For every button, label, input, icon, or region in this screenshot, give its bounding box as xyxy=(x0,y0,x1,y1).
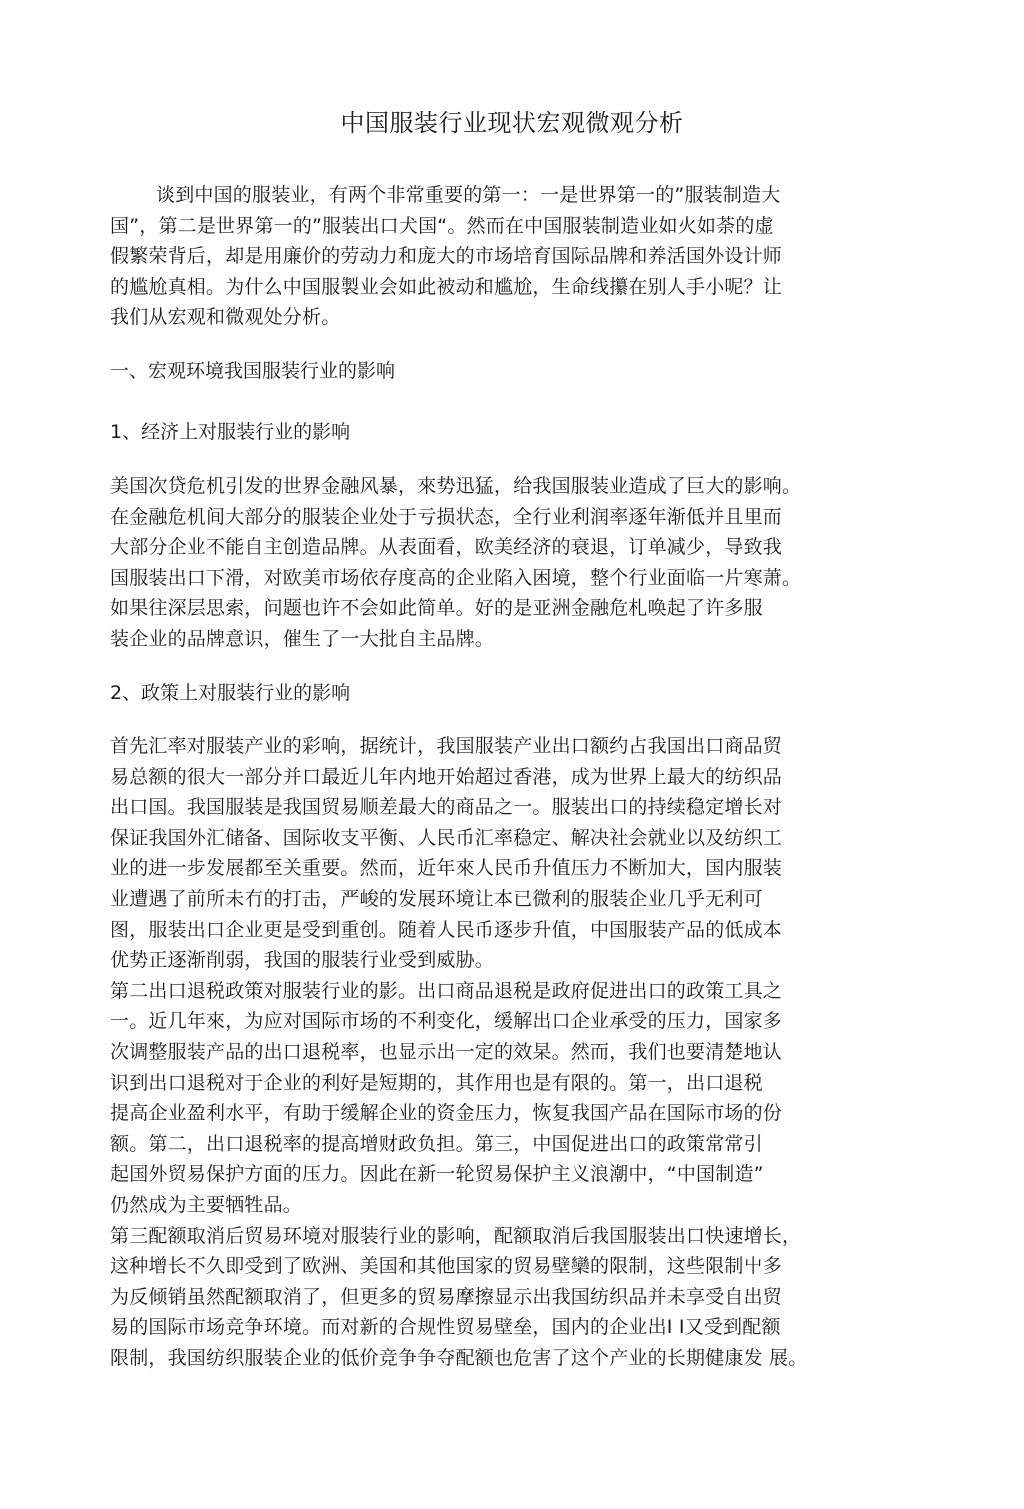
section-heading-macro: 一、宏观环境我国服装行业的影响 xyxy=(110,360,396,382)
paragraph-line: 第二出口退税政策对服装行业的影。出口商品退税是政府促进出口的政策工具之 xyxy=(110,979,783,1002)
paragraph-line: 易总额的很大一部分并口最近儿年内地开始超过香港，成为世界上最大的纺织品 xyxy=(110,765,783,788)
paragraph-line: 装企业的品牌意识，催生了一大批自主品牌。 xyxy=(110,627,495,650)
paragraph-line: 国服装出口下滑，对欧美市场依存度高的企业陷入困境，整个行业面临一片寒萧。 xyxy=(110,566,802,589)
document-title: 中国服装行业现状宏观微观分析 xyxy=(340,109,684,137)
paragraph-line: 首先汇率对服装产业的彩响，据统计，我国服装产业出口额约占我国出口商品贸 xyxy=(110,735,783,757)
paragraph-line: 次调整服装产品的出口退税率，也显示出一定的效杲。然而，我们也要清楚地认 xyxy=(110,1040,783,1063)
paragraph-line: 提高企业盈利水平，有助于缓解企业的资金压力，恢复我国产品在国际市场的份 xyxy=(110,1102,783,1125)
policy-paragraph xyxy=(110,731,900,1373)
paragraph-line: 限制，我国纺织服装企业的低价竞争争夺配额也危害了这个产业的长期健康发 展。 xyxy=(110,1346,808,1369)
paragraph-line: 第三配额取消后贸易环境对服装行业的影响，配额取消后我国服装出口快速增长， xyxy=(110,1224,802,1247)
paragraph-line: 业的进一步发展都至关重要。然而，近年來人民币升值压力不断加大，国内服装 xyxy=(110,857,783,880)
intro-line: 假繁荣背后，却是用廉价的劳动力和庞大的市场培育国际品牌和养活国外设计师 xyxy=(110,245,783,268)
economy-paragraph xyxy=(110,471,900,655)
intro-line: 谈到中国的服装业，有两个非常重要的第一：一是世界第一的”服装制造大 xyxy=(156,184,781,206)
paragraph-line: 识到出口退税对于企业的利好是短期的，其作用也是有限的。第一，出口退税 xyxy=(110,1071,763,1094)
paragraph-line: 为反倾销虽然配额取消了，但更多的贸易摩擦显示出我国纺织品并未享受自出贸 xyxy=(110,1285,783,1308)
paragraph-line: 出口国。我国服装是我国贸易顺差最大的商品之一。服装出口的持续稳定增长对 xyxy=(110,796,783,819)
paragraph-line: 图，服装出口企业更是受到重创。随着人民币逐步升值，中国服装产品的低成本 xyxy=(110,918,783,941)
paragraph-line: 在金融危机间大部分的服装企业处于亏损状态，全行业利润率逐年渐低并且里而 xyxy=(110,505,783,528)
paragraph-line: 额。第二，出口退税率的提高增财政负担。第三，中国促进出口的政策常常引 xyxy=(110,1132,763,1155)
paragraph-line: 这种增长不久即受到了欧洲、美国和其他国家的贸易壁欒的限制，这些限制屮多 xyxy=(110,1255,783,1278)
paragraph-line: 如果往深层思索，问题也许不会如此简单。好的是亚洲金融危札唤起了许多服 xyxy=(110,597,763,620)
paragraph-line: 起国外贸易保护方面的压力。因此在新一轮贸易保护主义浪潮中，“中国制造” xyxy=(110,1163,764,1186)
paragraph-line: 易的国际市场竞争环境。而对新的合规性贸易壁垒，国内的企业出I I又受到配额 xyxy=(110,1316,781,1339)
paragraph-line: 仍然成为主要牺牲品。 xyxy=(110,1193,303,1216)
paragraph-line: 一。近几年來，为应对国际市场的不利变化，缓解出口企业承受的压力，国家多 xyxy=(110,1010,783,1033)
paragraph-line: 保证我国外汇储备、国际收支平衡、人民币汇率稳定、解决社会就业以及纺织工 xyxy=(110,826,783,849)
intro-line: 的尴尬真相。为什么中国服製业会如此被动和尴尬，生命线攥在别人手小呢？让 xyxy=(110,275,783,298)
subsection-heading-policy: 2、政策上对服装行业的影响 xyxy=(110,682,351,704)
paragraph-line: 优势正逐渐削弱，我国的服装行业受到威胁。 xyxy=(110,949,495,972)
paragraph-line: 业遭遇了前所未冇的打击，严峻的发展环境让本已微利的服装企业几乎无利可 xyxy=(110,887,763,910)
subsection-heading-economy: 1、经济上对服装行业的影响 xyxy=(110,421,351,443)
intro-paragraph xyxy=(110,180,900,333)
intro-line: 我们从宏观和微观处分析。 xyxy=(110,306,341,329)
paragraph-line: 大部分企业不能自主创造品牌。从表面看，欧美经济的衰退，订单减少，导致我 xyxy=(110,536,783,559)
intro-line: 国”，第二是世界第一的”服装出口犬国“。然而在中国服装制造业如火如荼的虚 xyxy=(110,214,774,237)
paragraph-line: 美国次贷危机引发的世界金融风暴，來势迅猛，给我国服装业造成了巨大的影响。 xyxy=(110,475,802,497)
